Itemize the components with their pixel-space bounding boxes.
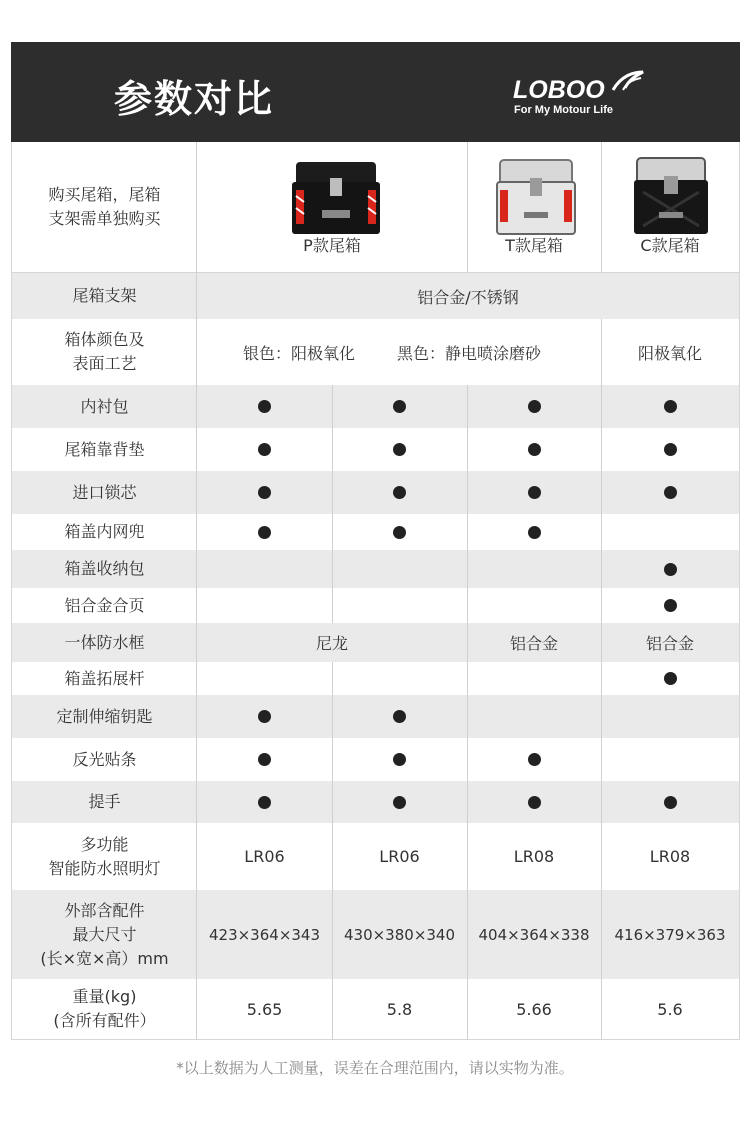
- feature-dot: [258, 526, 271, 539]
- logo-swoosh-icon: [609, 70, 645, 94]
- feature-dot: [664, 599, 677, 612]
- row-label: 箱盖收纳包: [64, 559, 145, 578]
- c-box-name: C款尾箱: [640, 236, 700, 255]
- header-banner: [11, 42, 740, 142]
- t-box-name: T款尾箱: [505, 236, 563, 255]
- row-label: 定制伸缩钥匙: [56, 706, 153, 726]
- column-divider: [467, 142, 468, 273]
- p-black-weight: 5.8: [386, 999, 413, 1019]
- feature-dot: [258, 710, 271, 723]
- column-divider: [332, 662, 333, 1039]
- table-row-lamp: [12, 823, 739, 890]
- table-row-weight: [12, 979, 739, 1039]
- feature-dot: [664, 672, 677, 685]
- pt-finish-values: [197, 319, 601, 385]
- feature-dot: [258, 443, 271, 456]
- t-frame-value: 铝合金: [509, 634, 558, 653]
- c-frame-value: 铝合金: [645, 634, 694, 653]
- row-label: 箱体颜色及 表面工艺: [64, 330, 145, 373]
- row-label: 铝合金合页: [64, 595, 145, 615]
- column-divider: [601, 623, 602, 662]
- table-row-handle: [12, 781, 739, 823]
- column-divider: [196, 142, 197, 1039]
- p-box-name: P款尾箱: [303, 236, 361, 255]
- table-row-bracket: [12, 273, 739, 319]
- table-row-frame: [12, 623, 739, 662]
- feature-dot: [528, 796, 541, 809]
- black-finish: 黑色：静电喷涂磨砂: [397, 343, 542, 363]
- silver-finish: 银色：阳极氧化: [243, 343, 356, 363]
- column-divider: [601, 319, 602, 385]
- row-label: 内衬包: [80, 396, 129, 416]
- table-row-lid-bag: [12, 550, 739, 588]
- t-size: 404×364×338: [478, 925, 590, 944]
- row-label: 箱盖内网兜: [64, 522, 145, 541]
- row-label: 箱盖拓展杆: [64, 668, 145, 688]
- column-divider: [467, 623, 468, 662]
- table-row-finish: [12, 319, 739, 385]
- bracket-value: 铝合金/不锈钢: [417, 287, 519, 307]
- page-title: 参数对比: [114, 77, 275, 121]
- column-divider: [332, 385, 333, 623]
- table-row-hinge: [12, 588, 739, 623]
- feature-dot: [664, 796, 677, 809]
- row-label: 尾箱支架: [72, 286, 137, 305]
- feature-dot: [664, 563, 677, 576]
- t-weight: 5.66: [516, 999, 552, 1019]
- feature-dot: [393, 443, 406, 456]
- row-label: 外部含配件 最大尺寸 (长×宽×高）mm: [40, 900, 169, 968]
- feature-dot: [664, 400, 677, 413]
- feature-dot: [393, 710, 406, 723]
- feature-dot: [258, 753, 271, 766]
- table-row-lid-rod: [12, 662, 739, 695]
- feature-dot: [393, 486, 406, 499]
- c-size: 416×379×363: [614, 925, 726, 944]
- c-lamp: LR08: [649, 847, 691, 866]
- row-label: 多功能 智能防水照明灯: [48, 834, 161, 878]
- feature-dot: [528, 753, 541, 766]
- p-silver-size: 423×364×343: [208, 925, 321, 944]
- p-black-size: 430×380×340: [343, 925, 456, 944]
- p-silver-weight: 5.65: [246, 999, 283, 1019]
- table-row-net: [12, 514, 739, 550]
- table-row-liner: [12, 385, 739, 428]
- column-divider: [467, 662, 468, 1039]
- feature-dot: [528, 443, 541, 456]
- p-silver-lamp: LR06: [244, 847, 285, 866]
- logo-wordmark: LOBOO: [513, 76, 605, 104]
- table-row-backrest: [12, 428, 739, 471]
- feature-dot: [664, 443, 677, 456]
- feature-dot: [258, 796, 271, 809]
- table-row-size: [12, 890, 739, 979]
- p-black-lamp: LR06: [379, 847, 420, 866]
- feature-dot: [528, 526, 541, 539]
- logo-tagline: For My Motour Life: [514, 104, 613, 116]
- column-divider: [467, 385, 468, 623]
- feature-dot: [664, 486, 677, 499]
- feature-dot: [528, 486, 541, 499]
- pt-frame-value: 尼龙: [315, 634, 348, 653]
- feature-dot: [393, 796, 406, 809]
- table-row-key: [12, 695, 739, 738]
- feature-dot: [258, 486, 271, 499]
- c-finish-value: 阳极氧化: [637, 343, 702, 363]
- purchase-note: 购买尾箱，尾箱 支架需单独购买: [48, 185, 161, 228]
- row-label: 进口锁芯: [72, 482, 137, 502]
- column-divider: [601, 662, 602, 1039]
- comparison-table: [11, 142, 740, 1040]
- table-row-lock: [12, 471, 739, 514]
- row-label: 提手: [88, 792, 121, 811]
- feature-dot: [393, 526, 406, 539]
- feature-dot: [393, 400, 406, 413]
- row-label: 一体防水框: [64, 632, 145, 652]
- feature-dot: [258, 400, 271, 413]
- footnote: *以上数据为人工测量，误差在合理范围内，请以实物为准。: [176, 1059, 574, 1077]
- table-row-reflector: [12, 738, 739, 781]
- column-divider: [601, 142, 602, 273]
- row-label: 反光贴条: [72, 749, 137, 769]
- feature-dot: [393, 753, 406, 766]
- brand-logo: [513, 70, 653, 122]
- table-row-products: [12, 142, 739, 272]
- column-divider: [601, 385, 602, 623]
- row-label: 重量(kg) (含所有配件）: [53, 987, 156, 1030]
- c-weight: 5.6: [657, 999, 683, 1019]
- row-label: 尾箱靠背垫: [64, 439, 145, 459]
- feature-dot: [528, 400, 541, 413]
- t-lamp: LR08: [513, 847, 555, 866]
